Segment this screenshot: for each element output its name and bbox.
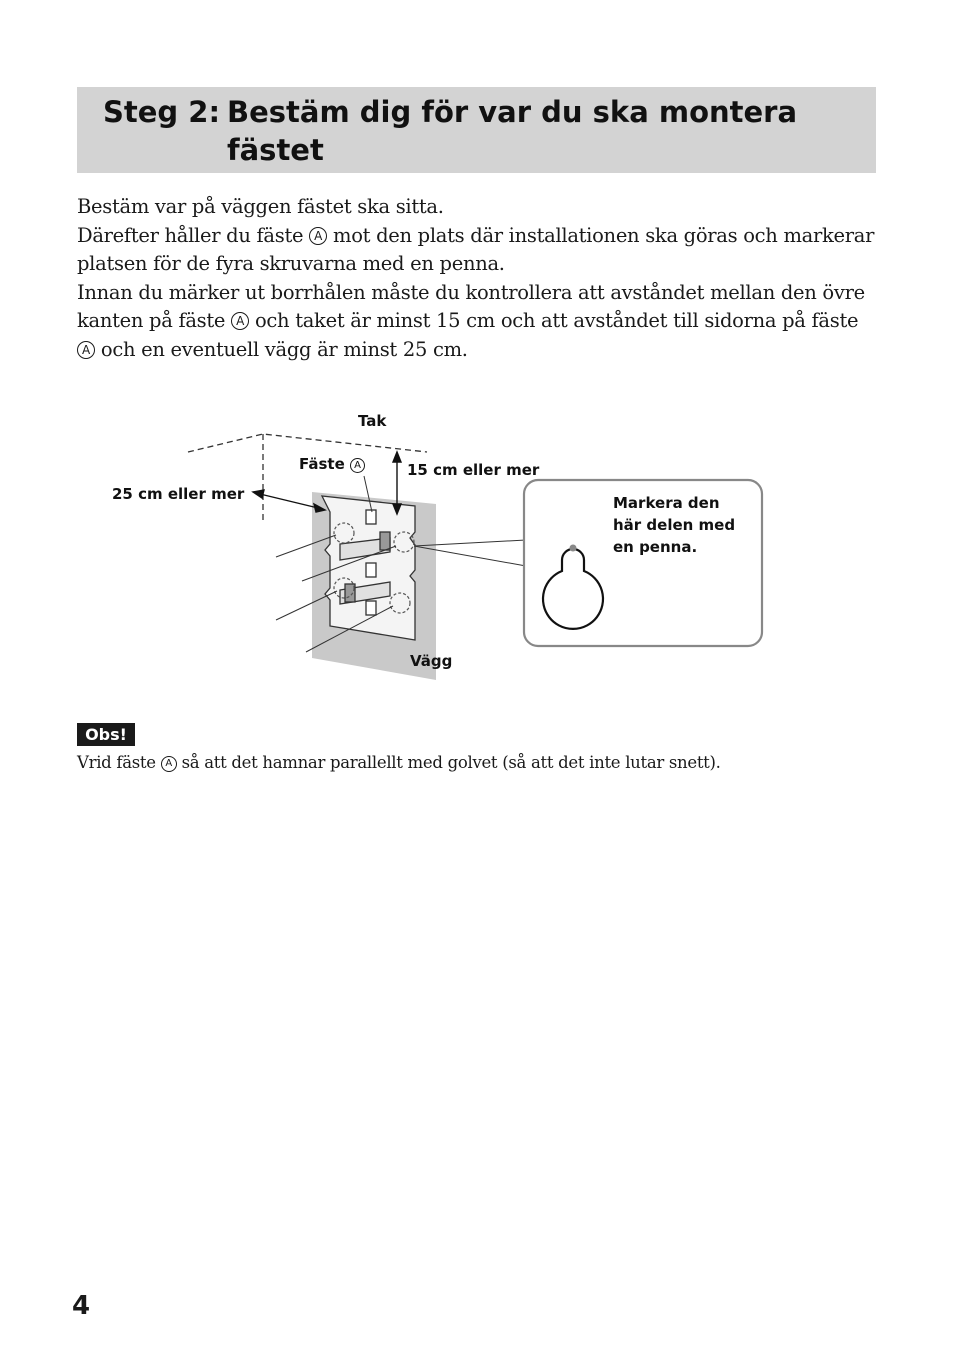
- note-text: [77, 752, 721, 774]
- page-number: 4: [72, 1291, 91, 1321]
- callout-line-1: Markera den: [613, 494, 720, 512]
- note-text-segment: så att det hamnar parallellt med golvet (så att det inte lutar snett).: [176, 753, 721, 772]
- heading-title-line2: fästet: [227, 133, 324, 167]
- intro-text-segment: mot den plats där installationen ska göras och markerar platsen för de fyra skruvarna med en penna.: [77, 223, 875, 276]
- circled-a-symbol: A: [161, 756, 177, 772]
- label-distance-side: 25 cm eller mer: [112, 485, 245, 503]
- label-distance-top: 15 cm eller mer: [407, 461, 540, 479]
- heading-title-line1: Bestäm dig för var du ska montera: [227, 95, 798, 129]
- intro-text-segment: Därefter håller du fäste: [77, 223, 310, 247]
- intro-text-segment: Innan du märker ut borrhålen måste du kontrollera att avståndet mellan den övre kanten på fäste: [77, 280, 865, 333]
- intro-line-1: Bestäm var på väggen fästet ska sitta.: [77, 195, 444, 218]
- step-number: Steg 2:: [103, 95, 221, 129]
- circled-a-symbol: A: [350, 458, 365, 473]
- circled-a-symbol: A: [77, 341, 95, 359]
- intro-text-segment: och taket är minst 15 cm och att avståndet till sidorna på fäste: [249, 309, 859, 333]
- callout-line-3: en penna.: [613, 538, 698, 556]
- label-ceiling: Tak: [358, 412, 387, 430]
- intro-text-segment: och en eventuell vägg är minst 25 cm.: [95, 337, 468, 361]
- label-bracket-text: Fäste: [299, 455, 345, 473]
- note-badge: Obs!: [77, 723, 135, 746]
- label-bracket: [299, 453, 365, 475]
- circled-a-symbol: A: [231, 312, 249, 330]
- pen-mark-dot: [570, 545, 577, 552]
- circled-a-symbol: A: [309, 227, 327, 245]
- label-wall: Vägg: [410, 652, 453, 670]
- callout-line-2: här delen med: [613, 516, 736, 534]
- note-text-segment: Vrid fäste: [77, 753, 161, 772]
